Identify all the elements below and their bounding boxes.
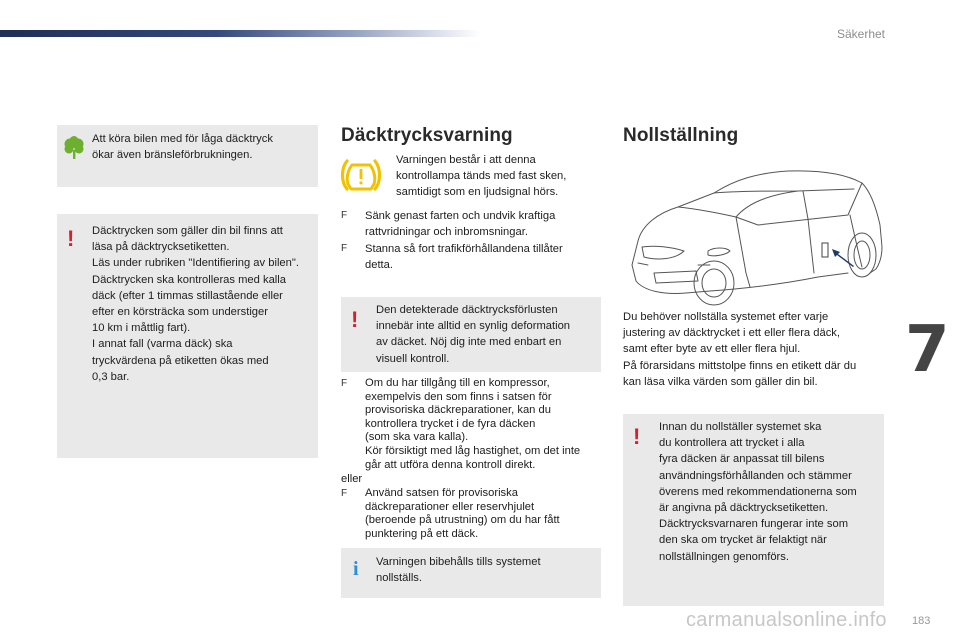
page-number: 183 — [912, 615, 931, 627]
reset-body-line: justering av däcktrycket i ett eller flera däck, — [623, 327, 841, 340]
bullet-line: provisoriska däckreparationer, kan du — [365, 404, 551, 417]
section-title-reset: Nollställning — [623, 125, 739, 146]
tpms-warning-lamp-icon — [340, 158, 382, 194]
reset-body-line: samt efter byte av ett eller flera hjul. — [623, 343, 801, 356]
exclamation-icon: ! — [633, 424, 641, 449]
note-line: 10 km i måttlig fart). — [92, 322, 191, 335]
bullet-stop — [341, 241, 601, 273]
warning-line: av däcket. Nöj dig inte med enbart en — [376, 336, 562, 349]
bullet-line: Stanna så fort trafikförhållandena tillåter — [365, 243, 563, 255]
info-line: nollställs. — [376, 572, 423, 585]
bullet-line: (som ska vara kalla). — [365, 431, 469, 444]
note-line: efter en körsträcka som understiger — [92, 306, 268, 319]
eco-note-line: ökar även bränsleförbrukningen. — [92, 149, 253, 162]
or-label: eller — [341, 473, 363, 485]
warning-line: innebär inte alltid en synlig deformation — [376, 320, 571, 333]
warning-line: nollställningen genomförs. — [659, 550, 789, 563]
deformation-warning-box — [341, 297, 601, 372]
reset-warning-box — [623, 414, 884, 606]
bullet-line: exempelvis den som finns i satsen för — [365, 390, 552, 403]
bullet-line: Sänk genast farten och undvik kraftiga — [365, 210, 556, 222]
note-line: I annat fall (varma däck) ska — [92, 338, 233, 351]
reset-body-line: Du behöver nollställa systemet efter varje — [623, 311, 829, 323]
bullet-line: rattvridningar och inbromsningar. — [365, 226, 528, 239]
bullet-symbol: F — [341, 210, 348, 221]
warning-line: visuell kontroll. — [376, 352, 450, 365]
bullet-line: Använd satsen för provisoriska — [365, 487, 518, 499]
bullet-line: Kör försiktigt med låg hastighet, om det inte — [365, 444, 581, 457]
bullet-repair-kit — [341, 487, 603, 541]
warning-line: fyra däcken är anpassat till bilens — [659, 453, 825, 466]
bullet-line: Om du har tillgång till en kompressor, — [365, 377, 550, 389]
note-line: läsa på däcktrycksetiketten. — [92, 241, 230, 254]
intro-line: samtidigt som en ljudsignal hörs. — [396, 186, 559, 199]
bullet-line: kontrollera trycket i de fyra däcken — [365, 417, 536, 430]
warning-line: överens med rekommendationerna som — [659, 485, 857, 498]
bullet-compressor — [341, 377, 603, 472]
bullet-line: däckreparationer eller reservhjulet — [365, 500, 535, 513]
note-line: Läs under rubriken "Identifiering av bilen". — [92, 257, 299, 270]
info-note-box — [341, 548, 601, 598]
warning-line: den ska om trycket är felaktigt när — [659, 534, 827, 547]
bullet-symbol: F — [341, 378, 348, 389]
eco-note-box — [57, 125, 318, 187]
bullet-line: detta. — [365, 259, 393, 272]
warning-line: Innan du nollställer systemet ska — [659, 421, 822, 433]
note-line: tryckvärdena på etiketten ökas med — [92, 354, 269, 367]
note-line: däck (efter 1 timmas stillastående eller — [92, 289, 283, 302]
note-line: 0,3 bar. — [92, 370, 130, 383]
info-icon: i — [353, 558, 359, 580]
exclamation-icon: ! — [67, 226, 75, 251]
reset-body-line: kan läsa vilka värden som gäller din bil. — [623, 375, 818, 388]
tyre-pressure-note-box — [57, 214, 318, 458]
bullet-line: (beroende på utrustning) om du har fått — [365, 514, 560, 527]
warning-line: användningsförhållanden och stämmer — [659, 469, 852, 482]
note-line: Däcktrycken som gäller din bil finns att — [92, 225, 283, 237]
bullet-symbol: F — [341, 488, 348, 499]
warning-line: Den detekterade däcktrycksförlusten — [376, 304, 558, 316]
watermark: carmanualsonline.info — [686, 609, 887, 631]
leaf-icon — [63, 136, 85, 160]
section-title-tpms: Däcktrycksvarning — [341, 125, 513, 146]
intro-line: Varningen består i att denna — [396, 154, 536, 166]
header-color-bar — [0, 30, 480, 37]
section-label: Säkerhet — [836, 27, 885, 41]
bullet-line: punktering på ett däck. — [365, 527, 479, 540]
bullet-slow-down — [341, 208, 601, 240]
intro-line: kontrollampa tänds med fast sken, — [396, 170, 567, 183]
warning-line: är angivna på däcktrycksetiketten. — [659, 502, 829, 515]
bullet-symbol: F — [341, 243, 348, 254]
chapter-number: 7 — [905, 313, 950, 387]
bullet-line: går att utföra denna kontroll direkt. — [365, 458, 536, 471]
eco-note-line: Att köra bilen med för låga däcktryck — [92, 133, 273, 145]
warning-line: du kontrollera att trycket i alla — [659, 437, 805, 450]
info-line: Varningen bibehålls tills systemet — [376, 556, 541, 568]
note-line: Däcktrycken ska kontrolleras med kalla — [92, 273, 286, 286]
exclamation-icon: ! — [351, 307, 359, 332]
warning-line: Däcktrycksvarnaren fungerar inte som — [659, 518, 849, 531]
car-illustration — [618, 155, 886, 307]
reset-body-line: På förarsidans mittstolpe finns en etikett där du — [623, 359, 857, 372]
